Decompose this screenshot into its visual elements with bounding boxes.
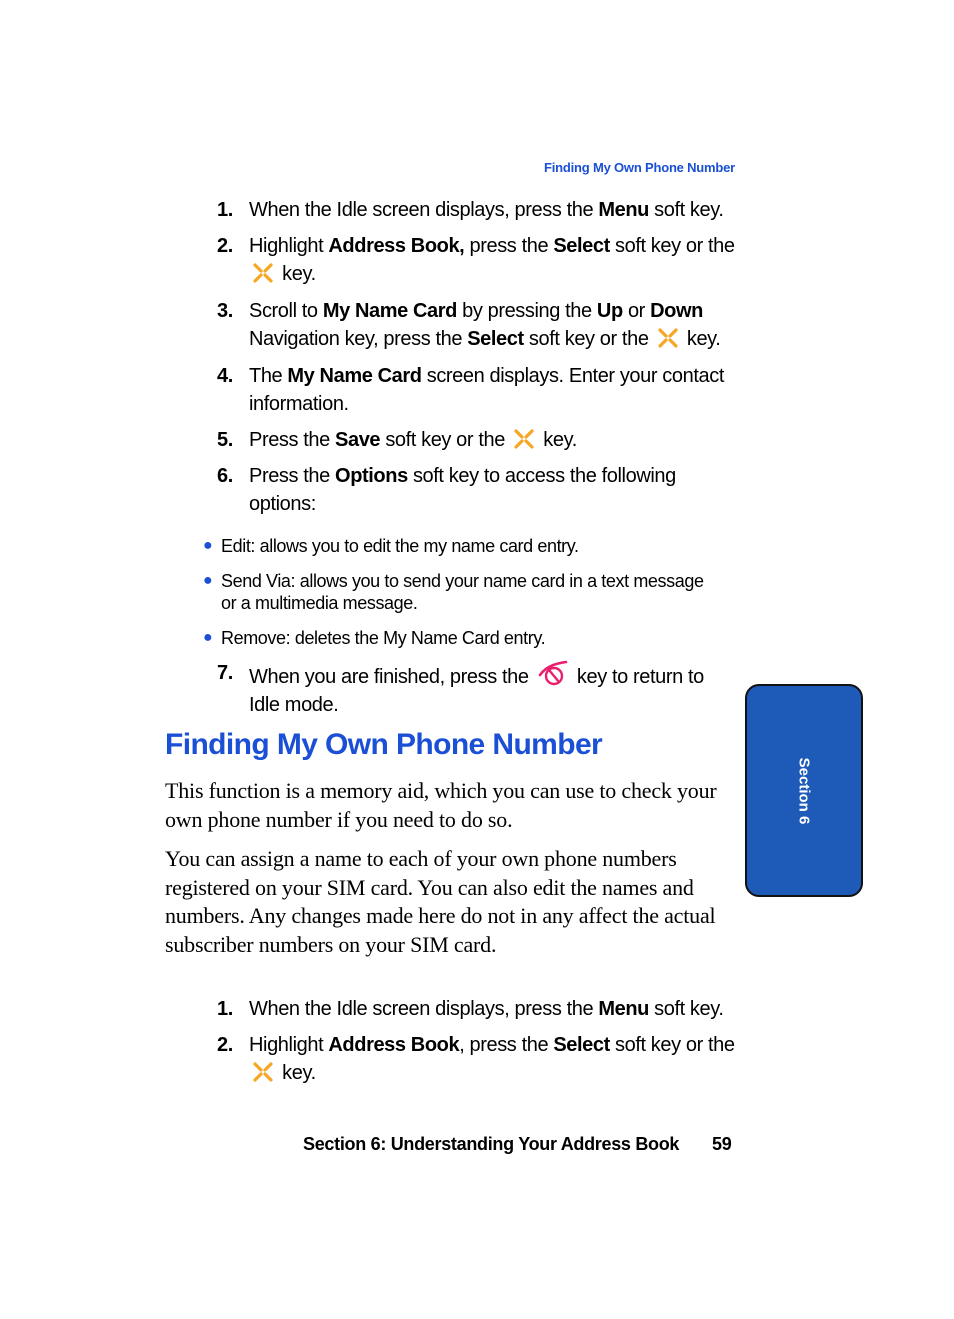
step-number: 1. — [217, 998, 233, 1020]
step-4 — [217, 362, 747, 418]
step-text: When you are finished, press the key to return to Idle mode. — [249, 659, 747, 719]
footer-section-title: Section 6: Understanding Your Address Book — [303, 1134, 680, 1154]
step-number: 3. — [217, 300, 233, 322]
step-1 — [217, 196, 747, 224]
paragraph-assign: You can assign a name to each of your own phone numbers registered on your SIM card. You can also edit the names and numbers. Any changes made here do not in any affect the actual subscriber numbers on your SIM card. — [165, 846, 716, 957]
step-7 — [217, 659, 747, 719]
step-number: 1. — [217, 199, 233, 221]
bullet-icon: ● — [203, 537, 213, 554]
step-5 — [217, 426, 747, 454]
navigation-key-icon — [252, 262, 274, 284]
running-header: Finding My Own Phone Number — [544, 160, 736, 175]
bullet-icon: ● — [203, 629, 213, 646]
step-text: Press the Options soft key to access the following options: — [249, 465, 676, 515]
step-text: Scroll to My Name Card by pressing the Up or Down Navigation key, press the Select soft key or the key. — [249, 300, 721, 350]
step-text: Press the Save soft key or the key. — [249, 429, 577, 451]
step-text: When the Idle screen displays, press the Menu soft key. — [249, 199, 724, 221]
navigation-key-icon — [252, 1061, 274, 1083]
navigation-key-icon — [513, 428, 535, 450]
step-text: Send Via: allows you to send your name card in a text message or a multimedia message. — [221, 571, 704, 613]
step-b-1 — [217, 995, 747, 1023]
step-text: Highlight Address Book, press the Select soft key or the key. — [249, 1034, 735, 1084]
step-number: 2. — [217, 1034, 233, 1056]
step-text: Remove: deletes the My Name Card entry. — [221, 628, 546, 648]
bullet-edit — [203, 535, 743, 557]
section-tab — [745, 684, 863, 897]
bullet-icon: ● — [203, 572, 213, 589]
bullet-send-via — [203, 570, 743, 614]
step-number: 4. — [217, 365, 233, 387]
section-heading: Finding My Own Phone Number — [165, 728, 603, 761]
step-number: 6. — [217, 465, 233, 487]
step-6 — [217, 462, 747, 518]
step-number: 2. — [217, 235, 233, 257]
step-text: The My Name Card screen displays. Enter your contact information. — [249, 365, 724, 415]
step-3 — [217, 297, 747, 353]
step-text: When the Idle screen displays, press the Menu soft key. — [249, 998, 724, 1020]
section-tab-label: Section 6 — [795, 757, 813, 824]
end-key-icon — [537, 659, 569, 687]
step-text: Edit: allows you to edit the my name card entry. — [221, 536, 579, 556]
bullet-remove — [203, 627, 743, 649]
step-2 — [217, 232, 747, 288]
step-b-2 — [217, 1031, 747, 1087]
navigation-key-icon — [657, 327, 679, 349]
step-number: 5. — [217, 429, 233, 451]
step-text: Highlight Address Book, press the Select soft key or the key. — [249, 235, 735, 285]
page-number: 59 — [712, 1134, 732, 1154]
step-number: 7. — [217, 662, 233, 684]
paragraph-intro: This function is a memory aid, which you can use to check your own phone number if you need to do so. — [165, 778, 717, 832]
